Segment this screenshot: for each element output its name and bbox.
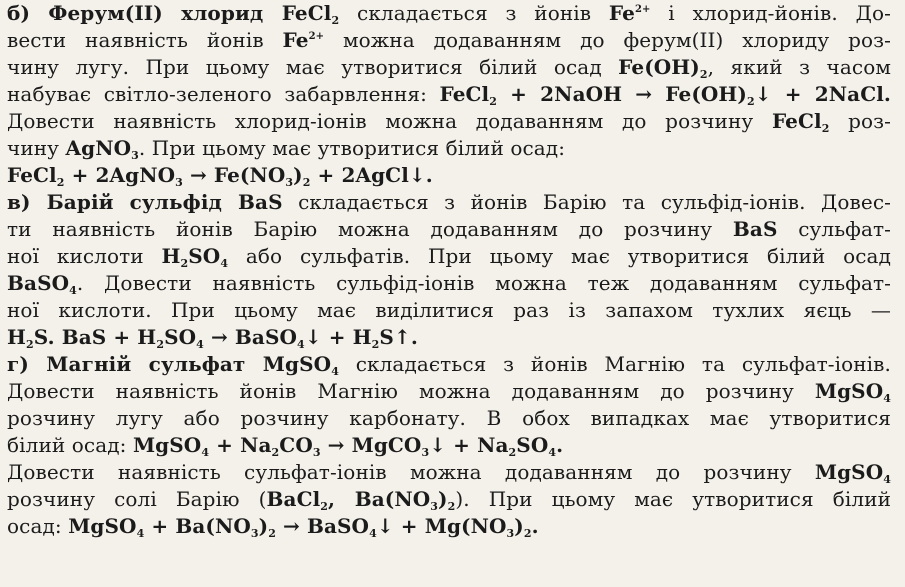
text-line: б) Ферум(II) хлорид FeCl$_2$ складається з йонів $Fe^{2+}$ і хлорид-йонів. До-	[7, 1, 891, 27]
text-line: в) Барій сульфід BaS складається з йонів Барію та сульфід-іонів. Довес-	[7, 190, 892, 214]
text-line: набуває світло-зеленого забарвлення: FeCl$_2$ + 2NaOH → $Fe(OH)_2↓$ + 2NaCl.	[7, 82, 891, 108]
text-line: FeCl$_2$ + 2AgNO$_3$ → $Fe(NO_3)_2$ + 2AgCl↓.	[7, 163, 433, 189]
text-line: ної кислоти $H_2SO_4$ або сульфатів. При цьому має утворитися білий осад	[7, 244, 891, 270]
text-line: чину AgNO$_3$. При цьому має утворитися білий осад:	[7, 136, 566, 162]
text-line: Довести наявність хлорид-іонів можна додаванням до розчину FeCl$_2$ роз-	[7, 109, 891, 135]
page-content	[7, 0, 891, 540]
text-line: осад: MgSO$_4$ + $Ba(NO_3)_2$ → BaSO$_4$↓ + $Mg(NO_3)_2$.	[7, 514, 539, 540]
text-line: г) Магній сульфат MgSO$_4$ складається з йонів Магнію та сульфат-іонів.	[7, 352, 891, 378]
text-line: вести наявність йонів $Fe^{2+}$ можна додаванням до ферум(II) хлориду роз-	[7, 28, 891, 52]
text-line: розчину лугу або розчину карбонату. В обох випадках має утворитися	[7, 406, 891, 430]
text-line: Довести наявність йонів Магнію можна додаванням до розчину MgSO$_4$	[7, 379, 891, 405]
section-g	[7, 351, 891, 540]
text-line: BaSO$_4$. Довести наявність сульфід-іонів можна теж додаванням сульфат-	[7, 271, 891, 297]
section-b	[7, 0, 891, 189]
text-line: $H_2S$. BaS + $H_2SO_4$ → BaSO$_4$↓ + $H_2S↑$.	[7, 325, 418, 351]
text-line: білий осад: MgSO$_4$ + $Na_2CO_3$ → MgCO$_3$↓ + $Na_2SO_4$.	[7, 433, 564, 459]
text-line: ти наявність йонів Барію можна додаванням до розчину BaS сульфат-	[7, 217, 891, 241]
text-line: ної кислоти. При цьому має виділитися раз із запахом тухлих яєць —	[7, 298, 891, 322]
text-line: розчину солі Барію (BaCl$_2$, $Ba(NO_3)_2$). При цьому має утворитися білий	[7, 487, 891, 513]
text-line: Довести наявність сульфат-іонів можна додаванням до розчину MgSO$_4$	[7, 460, 891, 486]
section-v	[7, 189, 891, 351]
text-line: чину лугу. При цьому має утворитися білий осад $Fe(OH)_2$, який з часом	[7, 55, 891, 81]
